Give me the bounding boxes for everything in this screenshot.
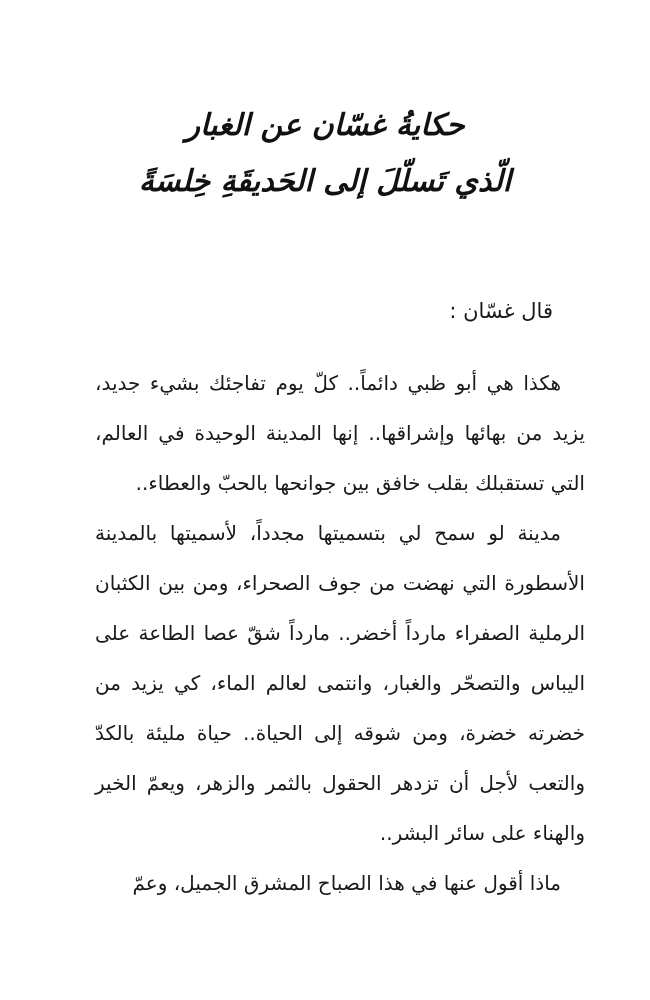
chapter-title-line-2: الّذي تَسلّلَ إلى الحَديقَةِ خِلسَةً <box>138 164 512 199</box>
paragraph-1: هكذا هي أبو ظبي دائماً.. كلّ يوم تفاجئك بشيء جديد، يزيد من بهائها وإشراقها.. إنها المدينة الوحيدة في العالم، التي تستقبلك بقلب خافق بين جوانحها بالحبّ والعطاء.. <box>95 371 585 495</box>
chapter-title-line-1: حكايةُ غسّان عن الغبار <box>185 108 465 143</box>
paragraph-2: مدينة لو سمح لي بتسميتها مجدداً، لأسميتها بالمدينة الأسطورة التي نهضت من جوف الصحراء، ومن بين الكثبان الرملية الصفراء مارداً أخضر.. مارداً شقّ عصا الطاعة على اليباس والتصحّر والغبار، وانتمى لعالم الماء، كي يزيد من خضرته خضرة، ومن شوقه إلى الحياة.. حياة مليئة بالكدّ والتعب لأجل أن تزدهر الحقول بالثمر والزهر، ويعمّ الخير والهناء على سائر البشر.. <box>95 521 585 845</box>
speaker-label: قال غسّان : <box>449 299 553 323</box>
paragraph-3: ماذا أقول عنها في هذا الصباح المشرق الجميل، وعمّ <box>132 871 561 895</box>
chapter-title <box>0 98 650 210</box>
